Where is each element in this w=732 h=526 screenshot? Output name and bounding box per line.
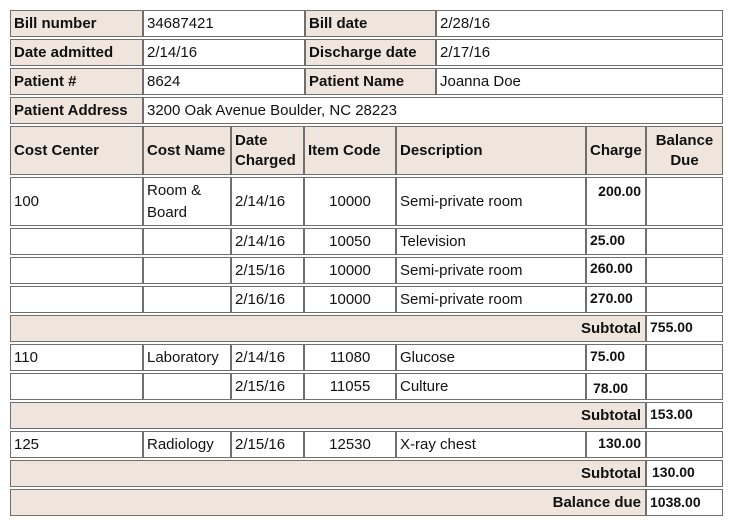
table-row-balance	[646, 373, 723, 400]
table-row-cost-name	[143, 373, 231, 400]
table-row-description: Semi-private room	[396, 286, 586, 313]
table-row-description: Semi-private room	[396, 257, 586, 284]
patient-number-label: Patient #	[10, 68, 143, 95]
col-balance-due: Balance Due	[646, 126, 723, 175]
table-row-cost-center: 110	[10, 344, 143, 371]
table-row-charge: 270.00	[586, 286, 646, 313]
table-row-description: X-ray chest	[396, 431, 586, 458]
table-row-charge: 130.00	[586, 431, 646, 458]
table-row-description: Semi-private room	[396, 177, 586, 226]
table-row-item-code: 10050	[304, 228, 396, 255]
discharge-date-label: Discharge date	[305, 39, 436, 66]
bill-number-value: 34687421	[143, 10, 305, 37]
table-row-balance	[646, 257, 723, 284]
table-row-cost-center	[10, 286, 143, 313]
bill-date-value: 2/28/16	[436, 10, 723, 37]
subtotal-label: Subtotal	[10, 460, 646, 487]
bill-date-label: Bill date	[305, 10, 436, 37]
col-cost-name: Cost Name	[143, 126, 231, 175]
table-row-cost-name: Room & Board	[143, 177, 231, 226]
table-row-balance	[646, 177, 723, 226]
table-row-cost-name	[143, 257, 231, 284]
balance-due-label: Balance due	[10, 489, 646, 516]
table-row-description: Culture	[396, 373, 586, 400]
table-row-date: 2/14/16	[231, 344, 304, 371]
patient-number-value: 8624	[143, 68, 305, 95]
table-row-item-code: 10000	[304, 286, 396, 313]
table-row-cost-name: Laboratory	[143, 344, 231, 371]
date-admitted-value: 2/14/16	[143, 39, 305, 66]
table-row-cost-center	[10, 228, 143, 255]
table-row-balance	[646, 431, 723, 458]
table-row-charge: 200.00	[586, 177, 646, 226]
patient-name-value: Joanna Doe	[436, 68, 723, 95]
table-row-cost-name	[143, 286, 231, 313]
table-row-description: Television	[396, 228, 586, 255]
table-row-date: 2/15/16	[231, 373, 304, 400]
table-row-cost-center: 125	[10, 431, 143, 458]
table-row-cost-center: 100	[10, 177, 143, 226]
table-row-item-code: 10000	[304, 177, 396, 226]
table-row-date: 2/14/16	[231, 177, 304, 226]
table-row-balance	[646, 228, 723, 255]
table-row-item-code: 11080	[304, 344, 396, 371]
table-row-cost-name: Radiology	[143, 431, 231, 458]
col-cost-center: Cost Center	[10, 126, 143, 175]
patient-address-value: 3200 Oak Avenue Boulder, NC 28223	[143, 97, 723, 124]
table-row-item-code: 11055	[304, 373, 396, 400]
col-description: Description	[396, 126, 586, 175]
subtotal-label: Subtotal	[10, 402, 646, 429]
table-row-charge: 78.00	[586, 373, 646, 400]
col-date-charged: Date Charged	[231, 126, 304, 175]
patient-address-label: Patient Address	[10, 97, 143, 124]
table-row-charge: 75.00	[586, 344, 646, 371]
subtotal-radiology-amount: 130.00	[646, 460, 723, 487]
table-row-cost-name	[143, 228, 231, 255]
subtotal-label: Subtotal	[10, 315, 646, 342]
bill-number-label: Bill number	[10, 10, 143, 37]
table-row-date: 2/15/16	[231, 431, 304, 458]
table-row-charge: 25.00	[586, 228, 646, 255]
subtotal-room-board-amount: 755.00	[646, 315, 723, 342]
discharge-date-value: 2/17/16	[436, 39, 723, 66]
date-admitted-label: Date admitted	[10, 39, 143, 66]
table-row-description: Glucose	[396, 344, 586, 371]
table-row-charge: 260.00	[586, 257, 646, 284]
subtotal-laboratory-amount: 153.00	[646, 402, 723, 429]
balance-due-amount: 1038.00	[646, 489, 723, 516]
table-row-cost-center	[10, 257, 143, 284]
col-charge: Charge	[586, 126, 646, 175]
col-item-code: Item Code	[304, 126, 396, 175]
table-row-cost-center	[10, 373, 143, 400]
table-row-balance	[646, 286, 723, 313]
patient-name-label: Patient Name	[305, 68, 436, 95]
table-row-date: 2/14/16	[231, 228, 304, 255]
table-row-date: 2/16/16	[231, 286, 304, 313]
table-row-date: 2/15/16	[231, 257, 304, 284]
table-row-item-code: 10000	[304, 257, 396, 284]
table-row-item-code: 12530	[304, 431, 396, 458]
table-row-balance	[646, 344, 723, 371]
